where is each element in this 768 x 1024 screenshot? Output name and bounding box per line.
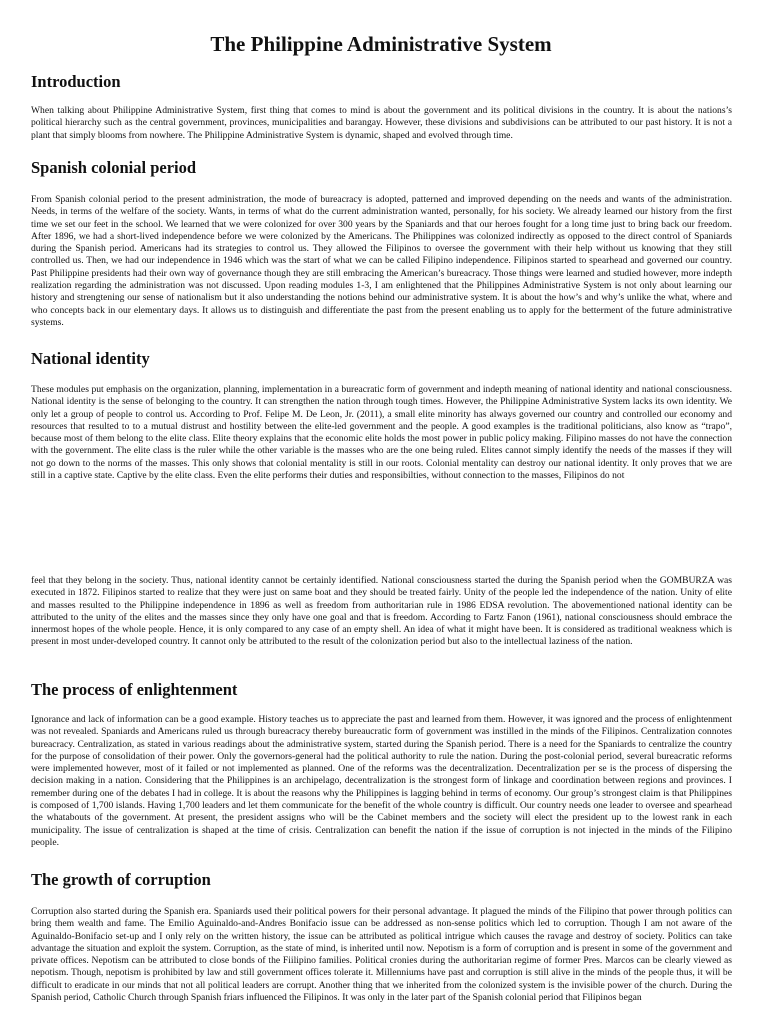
- document-title: The Philippine Administrative System: [210, 32, 552, 56]
- national-identity-paragraph-2: feel that they belong in the society. Thus, national identity cannot be certainly identified. National consciousness started the during the Spanish period when the GOMBURZA was executed in 1872. Filipinos started to realize that they were just on same boat and they should be treated fairly. Unity of the people led the independence of the nation. Unity of elite and masses resulted to the Philippine independence in 1896 as well as freedom from authoritarian rule in 1986 EDSA revolution. The abovementioned national identity can be attributed to the unity of the elites and the masses since they only have one goal and that is freedom. According to Fartz Fanon (1961), national consciousness should embrace the innermost hopes of the whole people. Hence, it is only compared to any case of an empty shell. An idea of what it might have been. It is considered as traditional weakness which is present in most under-developed country. It cannot only be attributed to the result of the colonization period but also to the intellectual laziness of the nation.: [31, 575, 732, 648]
- section-heading-introduction: Introduction: [31, 72, 121, 91]
- section-heading-national-identity: National identity: [31, 349, 150, 368]
- corruption-paragraph: Corruption also started during the Spanish era. Spaniards used their political powers for their personal advantage. It plagued the minds of the Filipino that power through politics can bring them wealth and fame. The Emilio Aguinaldo-and-Andres Bonifacio issue can be addressed as non-sense politics which led to corruption. Though I am not aware of the Aguinaldo-Bonifacio set-up and I only rely on the written history, the issue can be attributed as political intrigue which causes the ravage and destroy of society. Politics can take advantage the situation and exploit the system. Corruption, as the state of mind, is inherited until now. Nepotism is a form of corruption and is present in some of the government and private offices. Nepotism can be attributed to close bonds of the Fiilipino families. Political cronies during the authoritarian regime of former Pres. Marcos can be clearly viewed as nepotism. Though, nepotism is prohibited by law and still government offices tolerate it. Millenniums have past and corruption is still alive in the minds of the people thus, it will be difficult to eradicate in our minds that not all political leaders are corrupt. Another thing that we inherited from the colonized system is the invisible power of the church. During the Spanish period, Catholic Church through Spanish friars influenced the Filipinos. It was only in the later part of the Spanish colonial period that Filipinos began: [31, 906, 732, 1004]
- section-heading-spanish-colonial-period: Spanish colonial period: [31, 158, 197, 177]
- national-identity-paragraph-1: These modules put emphasis on the organization, planning, implementation in a bureacratic form of government and indepth meaning of national identity and national consciousness. National identity is the sense of belonging to the country. It can strengthen the nation through tough times. However, the Philippine Administrative System lacks its own identity. We only let a group of people to control us. According to Prof. Felipe M. De Leon, Jr. (2011), a small elite minority has always governed our country and controlled our economy and resources that resulted to to a mutual distrust and hostility between the elite-led government and the people. A good examples is the traditional politicians, also know as “trapo”, because most of them belong to the elite class. Elite theory explains that the economic elite holds the most power in public policy making. Filipino masses do not have the connection with the government. The elite class is the ruler while the other variable is the masses who are the one being ruled. Elites cannot simply identify the needs of the masses if they will not go down to the norms of the masses. This only shows that colonial mentality is still in our roots. Colonial mentality can destroy our national identity. It only proves that we are still in a captive state. Captive by the elite class. Even the elite performs their duties and responsibilties, without connection to the masses, Filipinos do not: [31, 384, 732, 482]
- introduction-paragraph: When talking about Philippine Administrative System, first thing that comes to mind is about the government and its political divisions in the country. It is about the nations’s political hierarchy such as the central government, provinces, municipalities and barangay. However, these divisions and subdivisions can be attributed to our past history. It is not a plant that simply blooms from nowhere. The Philippine Administrative System is dynamic, shaped and evolved through time.: [31, 105, 732, 141]
- section-heading-process-of-enlightenment: The process of enlightenment: [31, 680, 238, 699]
- spanish-colonial-paragraph: From Spanish colonial period to the present administration, the mode of bureacracy is adopted, patterned and improved depending on the needs and wants of the administration. Needs, in terms of the welfare of the society. Wants, in terms of what do the current administration wanted, personally, for his society. We already learned our history from the first time we set our feet in the school. We learned that we were colonized for over 300 years by the Spaniards and that our heroes fought for a long time just to bring back our freedom. After 1896, we had a short-lived independence before we were colonized by the Americans. The Philippines was colonized indirectly as opposed to the direct control of Spaniards during the Spanish period. Americans had its strategies to control us. They allowed the Filipinos to oversee the government with their help without us knowing that they still controlled us. Then, we had our independence in 1946 which was the start of what we can be called Filipino independence. Filipinos started to spearhead and governed our country. Past Philippine presidents had their own way of governance though they are still embracing the American’s bureacracy. Those things were learned and studied however, more indepth realization regarding the administration was not discussed. Upon reading modules 1-3, I am enlightened that the Philippines Administrative System is not only about learning our history and strengtening our sense of nationalism but it also understanding the notions behind our administrative system. It is about the how’s and why’s unlike the what, where and who concepts back in our elementary days. It allows us to distinguish and differentiate the past from the present enabling us to apply for the betterment of the future administrative systems.: [31, 194, 732, 328]
- section-heading-growth-of-corruption: The growth of corruption: [31, 870, 211, 889]
- enlightenment-paragraph: Ignorance and lack of information can be a good example. History teaches us to appreciate the past and learned from them. However, it was ignored and the process of enlightenment was not revealed. Spaniards and Americans ruled us through bureacracy thereby bureaucratic form of government was instilled in the minds of the Filipinos. Centralization connotes bureacracy. Centralization, as stated in various readings about the administrative system, started during the Spanish period. There is a need for the Spaniards to centralize the country for the purpose of consolidation of their power. Only the governors-general had the political authority to rule the nation. During the post-colonial period, several bureacratic reforms were implemented however, most of it failed or not implemented as planned. One of the reforms was the decentralization. Decentralization per se is the process of dispersing the decision making in a nation. Considering that the Philippines is an archipelago, decentralization is the strongest form of linkage and coordination between regions and provinces. I remember during one of the debates I had in college. It is about the reasons why the Philippines is lagging behind in terms of economy. Our group’s strongest claim is that Philippines is composed of 1,700 islands. Having 1,700 leaders and let them communicate for the benefit of the whole country is difficult. Our country needs one leader to oversee and spearhead the whatabouts of the government. At present, the president assigns who will be the Cabinet members and the society will elect the president up to the lowest rank in each municipality. The issue of centralization is shaped at the time of crisis. Centralization can benefit the nation if the issue of corruption is not injected in the minds of the Filipino people.: [31, 714, 732, 848]
